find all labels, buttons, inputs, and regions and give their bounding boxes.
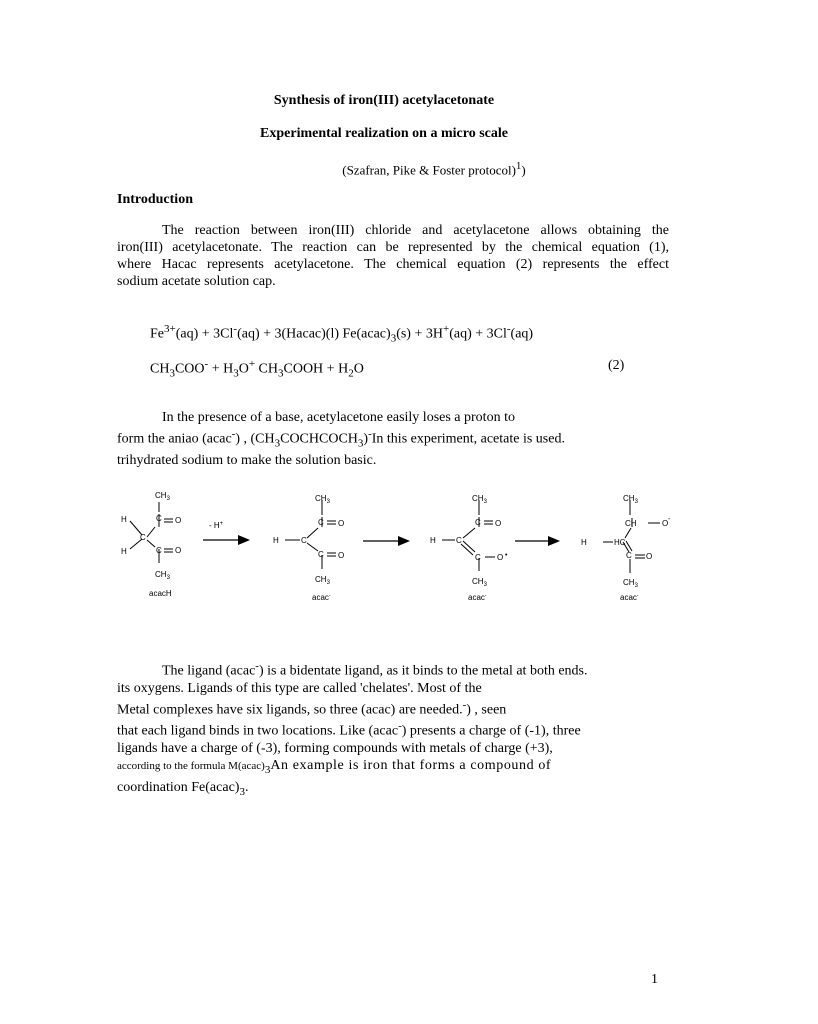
ligand-text: that each ligand binds in two locations. Like (acac (117, 723, 399, 739)
charge-sup: - (398, 720, 402, 733)
eq2-term: CH (255, 361, 278, 377)
atom-label: C (140, 533, 146, 542)
atom-label: O (338, 519, 345, 528)
protocol-close: ) (521, 162, 526, 178)
eq2-subscript: 3 (233, 367, 239, 380)
base-text: ) , (CH (235, 431, 275, 447)
ligand-line-6 (117, 757, 669, 779)
ligand-line-3 (117, 697, 669, 719)
chemical-equation-2 (150, 358, 364, 379)
ligand-text: ) is a bidentate ligand, as it binds to the metal at both ends. (258, 663, 588, 679)
arrow-head (238, 535, 250, 545)
introduction-paragraph (117, 222, 669, 290)
atom-label: H (273, 536, 279, 545)
eq1-term: (aq) + 3Cl (175, 326, 234, 342)
atom-label: CH (625, 519, 637, 528)
species-label-acac: acac- (312, 593, 331, 602)
protocol-citation (50, 160, 818, 178)
atom-label: O (175, 516, 182, 525)
atom-label: C (475, 518, 481, 527)
atom-label: C (301, 536, 307, 545)
acac-anion-structure-3 (603, 500, 660, 573)
acac-anion-structure-1 (285, 500, 336, 569)
intro-line: iron(III) acetylacetonate. The reaction can be represented by the chemical equation (1), (117, 240, 669, 255)
eq2-term: COO (174, 361, 205, 377)
formula-subscript: 3 (239, 785, 245, 798)
ligand-text: coordination Fe(acac) (117, 779, 240, 795)
atom-label: O (662, 519, 669, 528)
formula-subscript: 3 (264, 763, 271, 776)
ligand-text: ) , seen (466, 702, 507, 718)
atom-label: $CH_3$ (623, 494, 638, 505)
eq2-charge: + (248, 358, 256, 370)
base-line-3: trihydrated sodium to make the solution basic. (117, 453, 377, 469)
acac-anion-structure-2 (442, 500, 495, 571)
atom-label: O (338, 551, 345, 560)
ligand-text: ) presents a charge of (-1), three (401, 723, 581, 739)
atom-label: C (475, 553, 481, 562)
eq1-charge: - (233, 323, 238, 335)
atom-label: $CH_3$ (315, 575, 330, 586)
atom-label: HC (614, 538, 626, 547)
acach-structure (130, 502, 173, 563)
charge-sup: - (462, 698, 467, 711)
eq1-term: Fe (150, 326, 164, 342)
document-title: Synthesis of iron(III) acetylacetonate (273, 93, 495, 108)
eq2-term: O (353, 361, 364, 377)
eq1-term: (aq) + 3(Hacac)(l) (237, 326, 339, 342)
base-text: In this experiment, acetate is used. (371, 431, 565, 447)
ligand-paragraph (117, 658, 669, 801)
equation-number-2: (2) (608, 358, 625, 373)
acetylacetone-deprotonation-scheme (105, 485, 671, 610)
ligand-line-1 (117, 658, 669, 680)
base-text: COCHCOCH (280, 431, 358, 447)
arrow-head (398, 536, 410, 546)
intro-line: sodium acetate solution cap. (117, 274, 276, 289)
ligand-line-2: its oxygens. Ligands of this type are called 'chelates'. Most of the (117, 680, 482, 696)
page-number: 1 (651, 972, 658, 987)
eq2-term: COOH + H (283, 361, 349, 377)
atom-label: $CH_3$ (155, 491, 170, 502)
atom-label: $CH_3$ (472, 577, 487, 588)
ligand-text: Metal complexes have six ligands, so three (acac) are needed. (117, 702, 463, 718)
ligand-text: . (244, 779, 249, 795)
atom-label: C (456, 536, 462, 545)
eq1-term: Fe(acac) (339, 326, 391, 342)
atom-label: $CH_3$ (623, 578, 638, 589)
atom-label: C (318, 518, 324, 527)
eq1-charge: 3+ (164, 323, 176, 335)
atom-label: O (646, 552, 653, 561)
formula-subscript: 3 (357, 437, 364, 450)
ligand-line-5: ligands have a charge of (-3), forming compounds with metals of charge (+3), (117, 740, 553, 756)
document-subtitle: Experimental realization on a micro scale (260, 126, 508, 141)
species-label-acac: acac- (468, 593, 487, 602)
eq1-subscript: 3 (390, 332, 397, 345)
atom-label: C (318, 550, 324, 559)
ligand-text: The ligand (acac (162, 663, 256, 679)
eq1-charge: + (442, 323, 450, 335)
atom-label: H (121, 515, 127, 524)
eq2-term: CH (150, 361, 170, 377)
eq2-term: + H (208, 361, 234, 377)
eq1-charge: - (506, 323, 511, 335)
deprotonation-label: - H+ (209, 521, 224, 530)
charge-sup: - (255, 660, 259, 672)
atom-label: H (430, 536, 436, 545)
formula-subscript: 3 (274, 437, 281, 450)
charge-sup: - (368, 428, 372, 440)
intro-line: where Hacac represents acetylacetone. The chemical equation (2) represents the effect (117, 257, 669, 272)
atom-label: H (121, 547, 127, 556)
charge-sup: - (231, 428, 236, 440)
atom-label: O (495, 519, 502, 528)
atom-label: H (581, 538, 587, 547)
eq2-subscript: 3 (278, 367, 284, 380)
ligand-line-7 (117, 779, 669, 801)
eq2-subscript: 2 (348, 367, 354, 380)
section-heading-introduction: Introduction (117, 192, 193, 207)
base-paragraph (117, 409, 669, 469)
base-text: ) (363, 431, 369, 447)
eq2-term: O (238, 361, 249, 377)
atom-label: $CH_3$ (155, 570, 170, 581)
base-line-1: In the presence of a base, acetylacetone easily loses a proton to (162, 410, 515, 425)
atom-label: C (626, 551, 632, 560)
protocol-text: (Szafran, Pike & Foster protocol) (342, 162, 516, 178)
atom-label: $CH_3$ (315, 494, 330, 505)
species-label-acach: acacH (149, 589, 172, 598)
arrow-head (548, 536, 560, 546)
ligand-line-4 (117, 718, 669, 740)
atom-label: C (156, 514, 162, 523)
atom-label: O (497, 553, 504, 562)
base-text: form the aniao (acac (117, 431, 232, 447)
atom-label: O (175, 546, 182, 555)
eq1-term: (aq) (510, 326, 534, 342)
eq2-subscript: 3 (169, 367, 175, 380)
eq1-term: (aq) + 3Cl (449, 326, 507, 342)
ligand-text: An example is iron that forms a compound of (270, 757, 552, 773)
ligand-text-small: according to the formula M(acac) (117, 759, 265, 772)
atom-label: $CH_3$ (472, 494, 487, 505)
eq2-charge: - (204, 358, 209, 370)
intro-line: The reaction between iron(III) chloride and acetylacetone allows obtaining the (162, 223, 669, 238)
species-label-acac: acac- (620, 593, 639, 602)
eq1-term: (s) + 3H (396, 326, 443, 342)
charge-label: • (505, 552, 508, 559)
base-line-2 (117, 426, 669, 452)
charge-label: - (668, 516, 671, 523)
protocol-reference: 1 (515, 160, 522, 172)
chemical-equation-1 (150, 323, 533, 344)
atom-label: C (156, 546, 162, 555)
